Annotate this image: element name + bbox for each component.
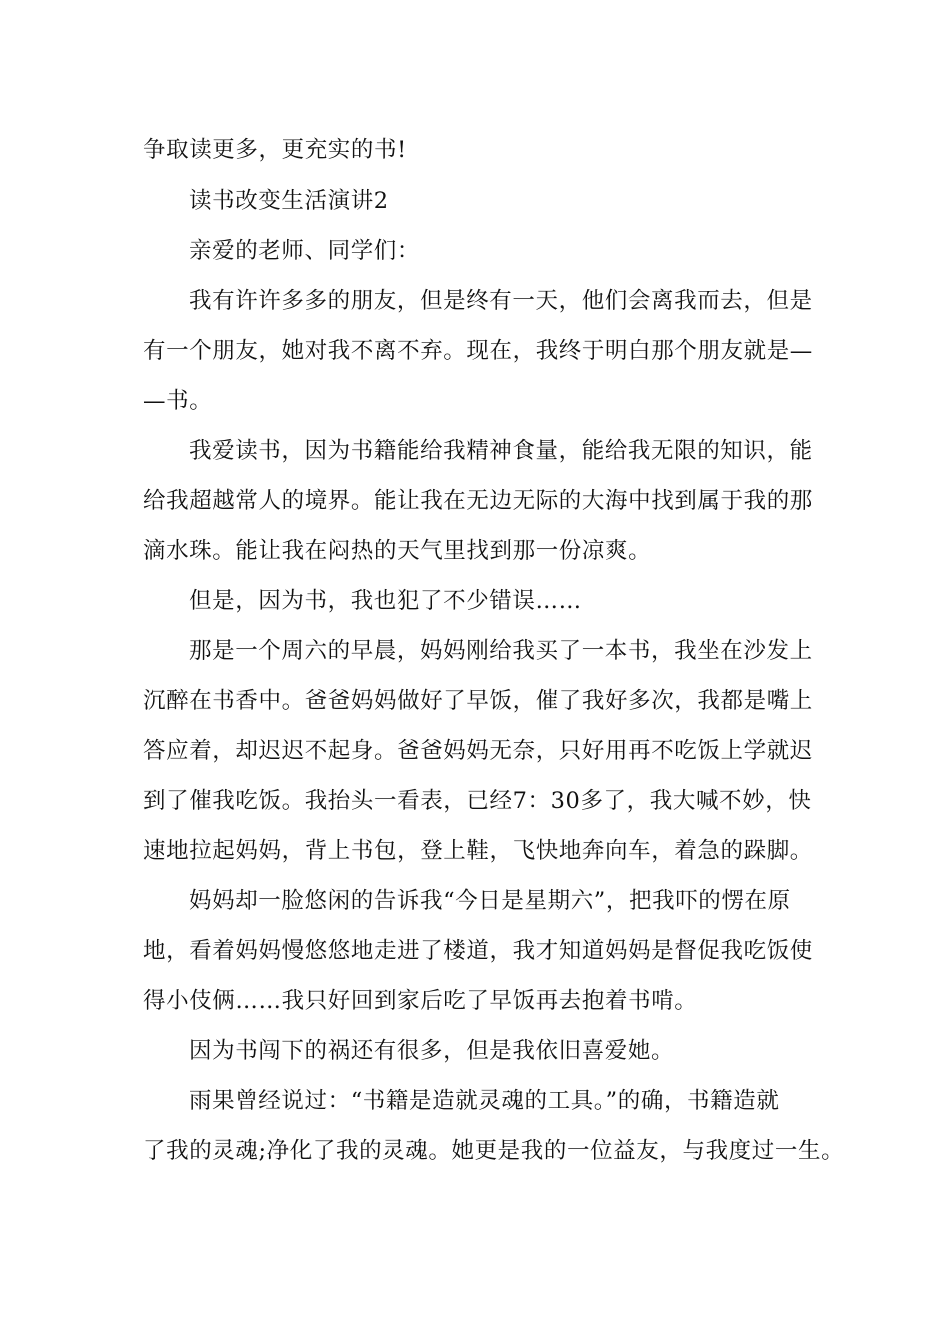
- paragraph-line: 因为书闯下的祸还有很多，但是我依旧喜爱她。: [189, 1038, 675, 1064]
- paragraph-line: 但是，因为书，我也犯了不少错误……: [189, 588, 582, 614]
- paragraph-line: 我有许许多多的朋友，但是终有一天，他们会离我而去，但是: [189, 288, 813, 314]
- section-title: 读书改变生活演讲2: [189, 188, 389, 214]
- paragraph-line: 速地拉起妈妈，背上书包，登上鞋，飞快地奔向车，着急的跺脚。: [143, 838, 813, 864]
- paragraph-line: 滴水珠。能让我在闷热的天气里找到那一份凉爽。: [143, 538, 652, 564]
- paragraph-line: 给我超越常人的境界。能让我在无边无际的大海中找到属于我的那: [143, 488, 813, 514]
- paragraph-line: 到了催我吃饭。我抬头一看表，已经7：30多了，我大喊不妙，快: [143, 788, 812, 814]
- paragraph-line: 地，看着妈妈慢悠悠地走进了楼道，我才知道妈妈是督促我吃饭使: [143, 938, 813, 964]
- paragraph-line: 得小伎俩……我只好回到家后吃了早饭再去抱着书啃。: [143, 988, 698, 1014]
- paragraph-line: 争取读更多，更充实的书!: [143, 137, 407, 163]
- paragraph-line: 我爱读书，因为书籍能给我精神食量，能给我无限的知识，能: [189, 438, 813, 464]
- paragraph-line: 了我的灵魂;净化了我的灵魂。她更是我的一位益友，与我度过一生。: [143, 1138, 845, 1164]
- paragraph-line: —书。: [143, 388, 213, 414]
- paragraph-line: 妈妈却一脸悠闲的告诉我“今日是星期六”，把我吓的愣在原: [189, 888, 791, 914]
- salutation: 亲爱的老师、同学们：: [189, 238, 421, 264]
- paragraph-line: 那是一个周六的早晨，妈妈刚给我买了一本书，我坐在沙发上: [189, 638, 813, 664]
- paragraph-line: 答应着，却迟迟不起身。爸爸妈妈无奈，只好用再不吃饭上学就迟: [143, 738, 813, 764]
- paragraph-line: 沉醉在书香中。爸爸妈妈做好了早饭，催了我好多次，我都是嘴上: [143, 688, 813, 714]
- paragraph-line: 有一个朋友，她对我不离不弃。现在，我终于明白那个朋友就是—: [143, 338, 813, 364]
- paragraph-line: 雨果曾经说过：“书籍是造就灵魂的工具。”的确，书籍造就: [189, 1088, 780, 1114]
